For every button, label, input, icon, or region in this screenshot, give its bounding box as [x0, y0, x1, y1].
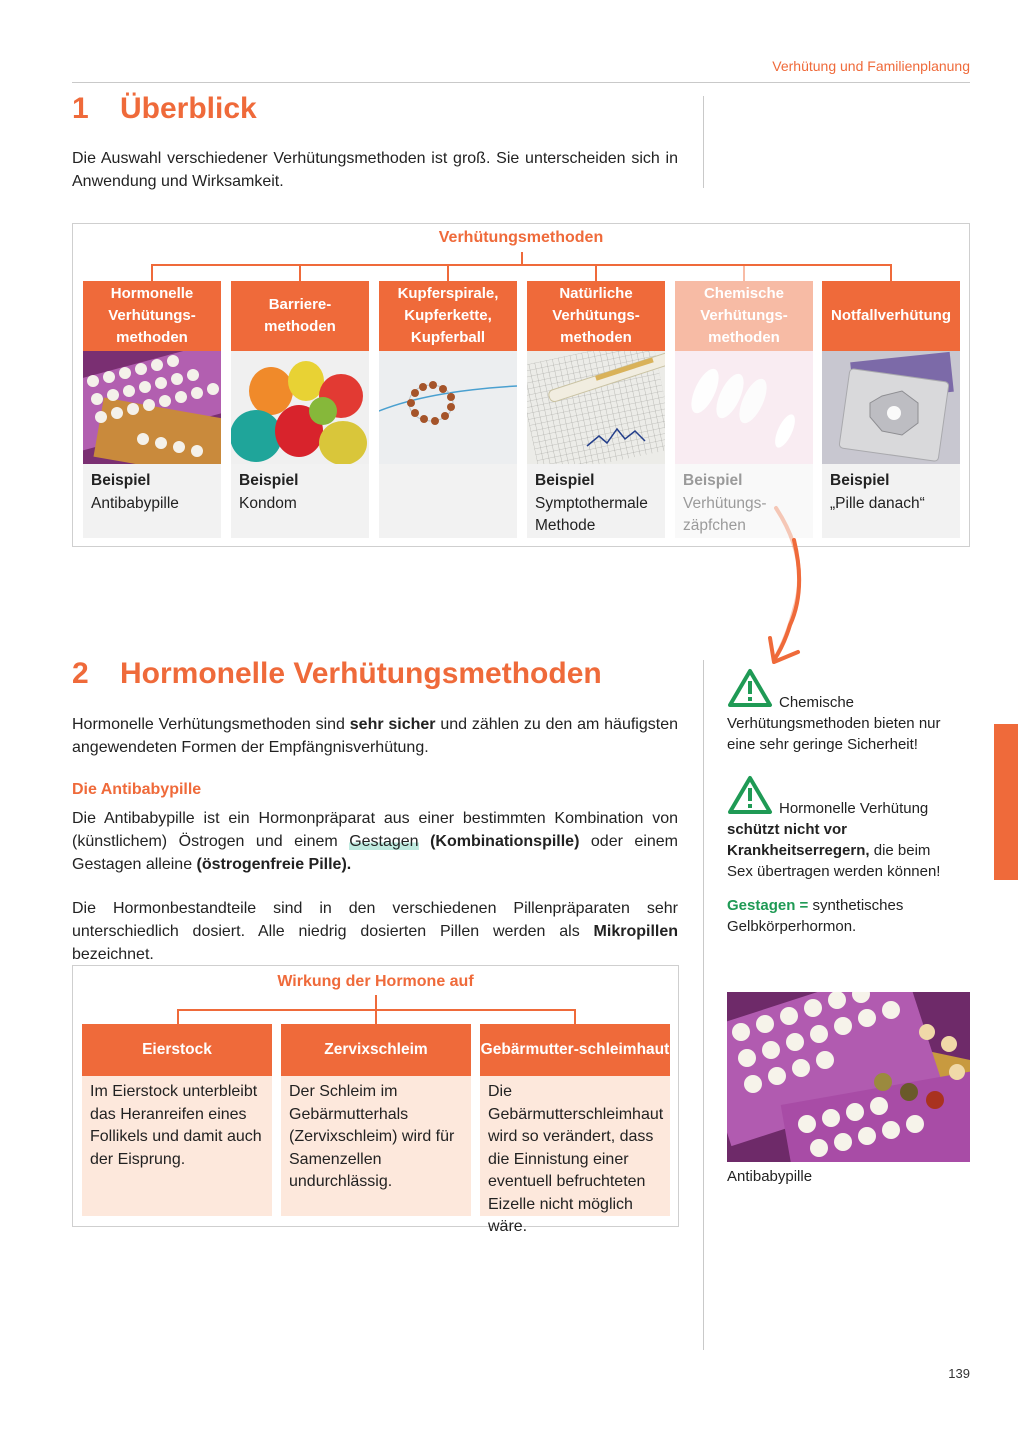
tree-drop — [595, 264, 597, 281]
curved-arrow-icon — [740, 500, 820, 675]
section-2-heading — [72, 657, 602, 691]
section-number: 2 — [72, 657, 89, 690]
card-heading: Natürliche Verhütungs-methoden — [527, 281, 665, 351]
paragraph-emphasis: (Kombinationspille) — [418, 833, 580, 850]
card-footer — [379, 464, 517, 538]
section-2-intro — [72, 713, 678, 759]
photo-caption: Antibabypille — [727, 1168, 813, 1185]
running-head: Verhütung und Familienplanung — [772, 58, 970, 74]
tree-drop — [574, 1009, 576, 1025]
header-rule — [72, 82, 970, 83]
paragraph-text: Die Hormonbestandteile sind in den verschiedenen Pillenpräparaten sehr unterschiedlich dosiert. Alle niedrig dosierten Pillen werden als — [72, 900, 678, 940]
intro-emphasis: sehr sicher — [349, 716, 436, 733]
card-heading: Kupferspirale, Kupferkette, Kupferball — [379, 281, 517, 351]
effect-body: Der Schleim im Gebärmutterhals (Zervixschleim) wird für Samenzellen undurchlässig. — [281, 1076, 471, 1216]
section-1-intro: Die Auswahl verschiedener Verhütungsmethoden ist groß. Sie unterscheiden sich in Anwendung und Wirksamkeit. — [72, 150, 678, 190]
example-text: Kondom — [239, 494, 297, 512]
effect-column-cervical-mucus — [281, 1024, 471, 1216]
suppositories-photo — [675, 351, 813, 464]
example-label: Beispiel — [91, 472, 151, 489]
tree-drop — [151, 264, 153, 281]
card-footer — [83, 464, 221, 538]
card-heading: Notfallverhütung — [822, 281, 960, 351]
example-label: Beispiel — [535, 472, 595, 489]
glossary-definition: synthetisches Gelbkörperhormon. — [727, 897, 904, 935]
paragraph-emphasis: Mikropillen — [593, 923, 678, 940]
glossary-gestagen — [727, 895, 959, 937]
example-label: Beispiel — [830, 472, 890, 489]
warning-text: die beim Sex übertragen werden können! — [727, 842, 941, 880]
effect-column-endometrium — [480, 1024, 670, 1235]
methods-overview-title: Verhütungsmethoden — [438, 229, 604, 246]
column-rule-bottom — [703, 660, 704, 1350]
warning-text: Hormonelle Verhütung — [779, 800, 929, 817]
effect-heading: Zervixschleim — [281, 1024, 471, 1076]
tree-drop — [299, 264, 301, 281]
tree-stem — [375, 995, 377, 1010]
page-number: 139 — [948, 1366, 970, 1381]
card-heading: Hormonelle Verhütungs-methoden — [83, 281, 221, 351]
effect-body: Die Gebärmutterschleimhaut wird so verändert, dass die Einnistung einer eventuell befruchteten Eizelle nicht möglich wäre. — [480, 1076, 670, 1216]
section-title: Hormonelle Verhütungsmethoden — [120, 657, 602, 690]
morning-after-pill-photo — [822, 351, 960, 464]
highlighted-term: Gestagen — [349, 833, 419, 850]
intro-text: Hormonelle Verhütungsmethoden sind — [72, 716, 350, 733]
card-footer — [822, 464, 960, 538]
tree-drop — [177, 1009, 179, 1025]
condoms-photo — [231, 351, 369, 464]
tree-drop — [890, 264, 892, 281]
tree-drop — [375, 1009, 377, 1025]
section-1-heading — [72, 92, 257, 126]
method-card-hormonal — [83, 281, 221, 538]
example-text: Antibabypille — [91, 494, 179, 512]
antibabypille-photo — [727, 992, 970, 1162]
card-heading: Chemische Verhütungs-methoden — [675, 281, 813, 351]
card-footer — [231, 464, 369, 538]
card-heading: Barriere-methoden — [231, 281, 369, 351]
example-label: Beispiel — [239, 472, 299, 489]
tree-drop — [447, 264, 449, 281]
column-rule-top — [703, 96, 704, 188]
section-number: 1 — [72, 92, 89, 125]
effect-heading: Gebärmutter-schleimhaut — [480, 1024, 670, 1076]
warning-emphasis: schützt nicht vor Krankheitserregern, — [727, 821, 870, 859]
example-text: Verhütungs-zäpfchen — [683, 494, 767, 534]
paragraph-emphasis: (östrogenfreie Pille). — [196, 856, 352, 873]
method-card-emergency — [822, 281, 960, 538]
example-label: Beispiel — [683, 472, 743, 489]
paragraph-text: bezeichnet. — [72, 946, 154, 963]
method-card-natural — [527, 281, 665, 538]
tree-drop — [743, 264, 745, 281]
method-card-copper — [379, 281, 517, 538]
section-title: Überblick — [120, 92, 257, 125]
paragraph-text: Die Antibabypille ist ein Hormonpräparat aus einer bestimmten Kombination von (künstlichem) Östrogen und einem — [72, 810, 678, 850]
example-text: Symptothermale Methode — [535, 494, 648, 534]
paragraph-text: oder einem Gestagen alleine — [72, 833, 678, 873]
card-footer — [527, 464, 665, 538]
birth-control-pills-photo — [83, 351, 221, 464]
intro-text: und zählen zu den am häufigsten angewendeten Formen der Empfängnisverhütung. — [72, 716, 678, 756]
effect-column-ovary — [82, 1024, 272, 1216]
effect-body: Im Eierstock unterbleibt das Heranreifen eines Follikels und damit auch der Eisprung. — [82, 1076, 272, 1216]
tree-branch — [151, 264, 891, 266]
paragraph-pill-definition — [72, 807, 678, 876]
chapter-tab — [994, 724, 1018, 880]
paragraph-dosage — [72, 897, 678, 966]
glossary-term: Gestagen = — [727, 897, 809, 914]
warning-hormonal — [727, 798, 959, 882]
example-text: „Pille danach“ — [830, 494, 925, 512]
method-card-barrier — [231, 281, 369, 538]
effect-heading: Eierstock — [82, 1024, 272, 1076]
thermometer-chart-photo — [527, 351, 665, 464]
warning-chemical: Chemische Verhütungsmethoden bieten nur eine sehr geringe Sicherheit! — [727, 694, 941, 753]
hormone-effects-title: Wirkung der Hormone auf — [277, 973, 474, 990]
subheading-antibabypille: Die Antibabypille — [72, 781, 202, 798]
copper-ball-photo — [379, 351, 517, 464]
